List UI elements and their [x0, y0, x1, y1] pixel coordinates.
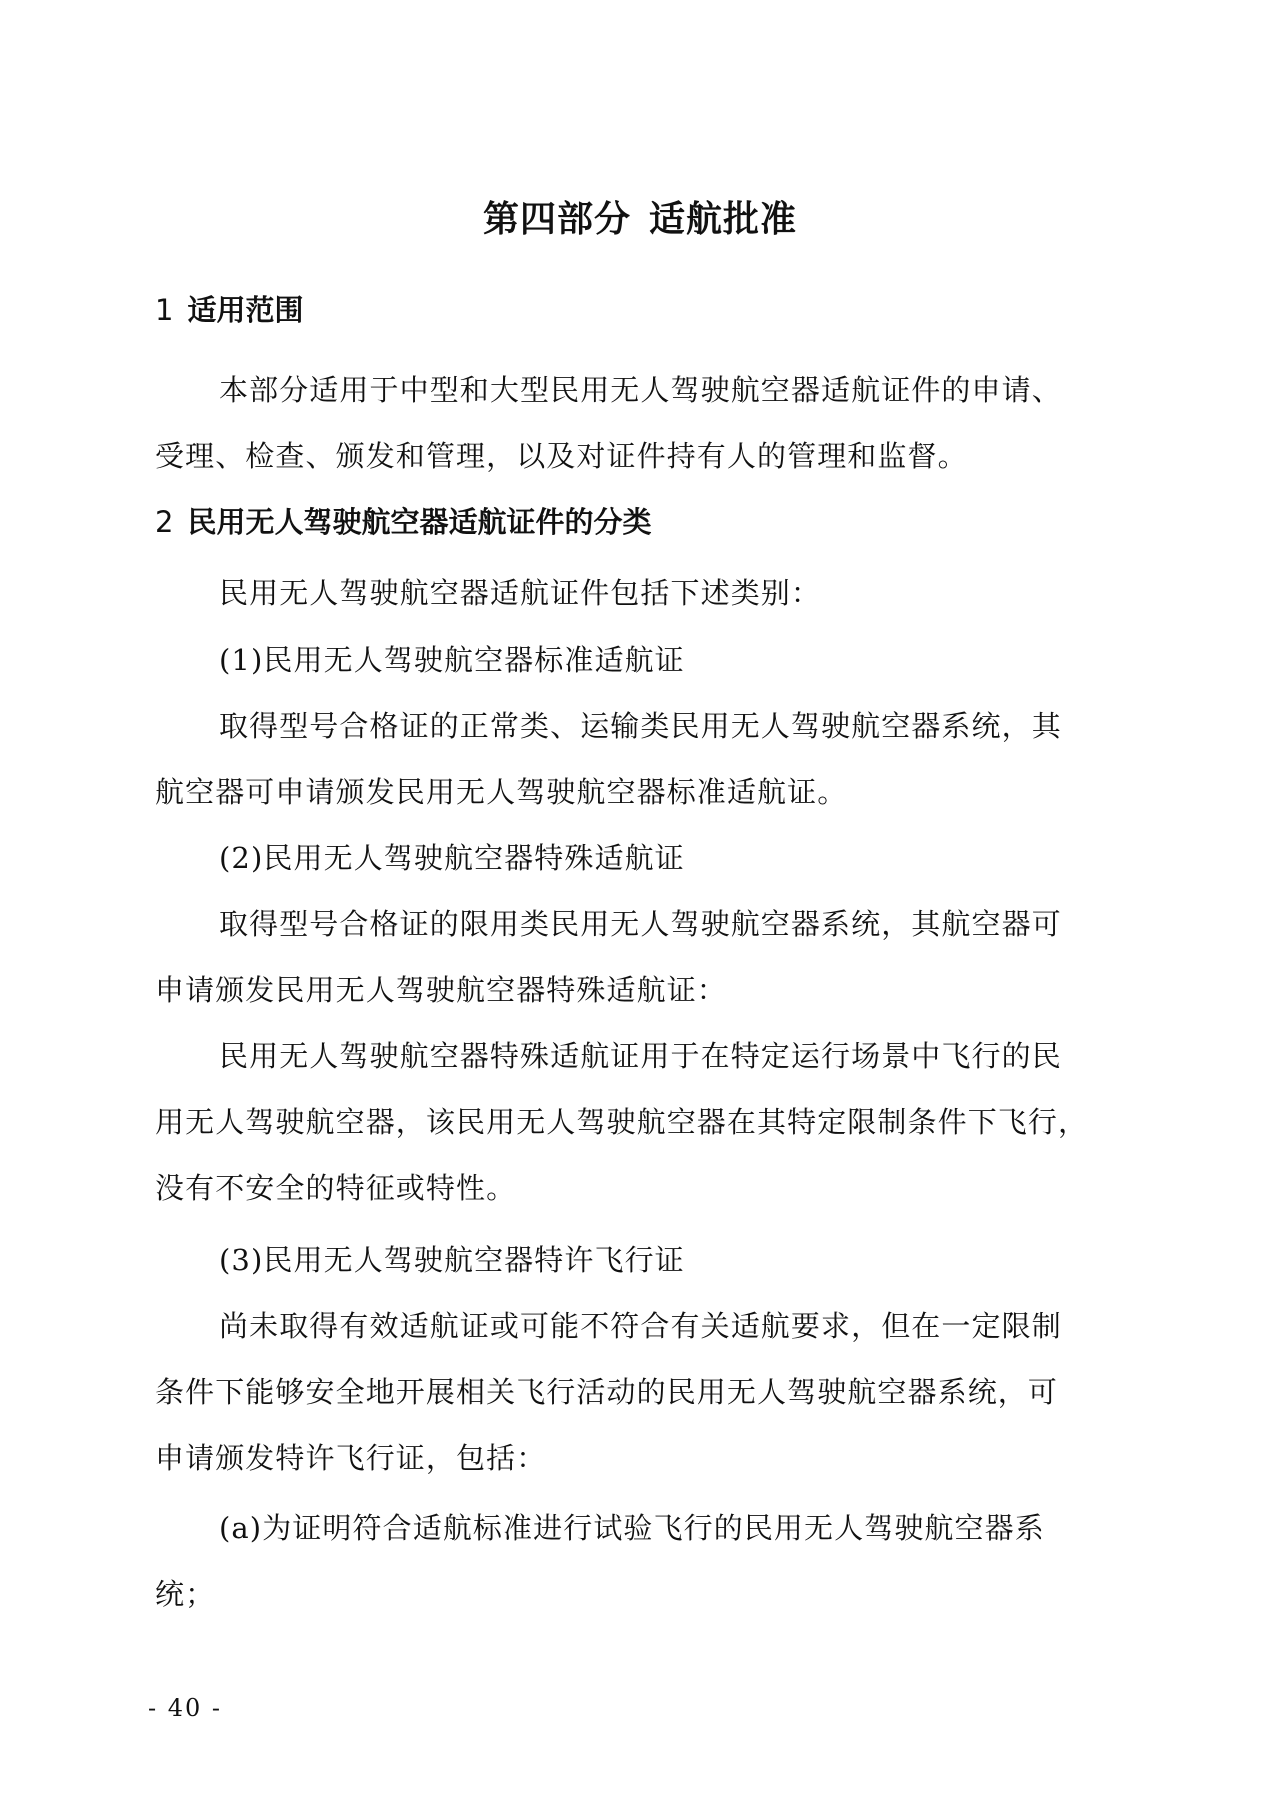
paragraph-line: 没有不安全的特征或特性。	[155, 1171, 517, 1205]
paragraph-line: 尚未取得有效适航证或可能不符合有关适航要求，但在一定限制	[219, 1309, 1062, 1343]
section-heading-1	[155, 290, 303, 330]
paragraph-line: 用无人驾驶航空器，该民用无人驾驶航空器在其特定限制条件下飞行，	[155, 1105, 1089, 1139]
section-number: 1	[155, 293, 174, 327]
section-heading-text: 民用无人驾驶航空器适航证件的分类	[187, 505, 652, 539]
paragraph-line: 航空器可申请颁发民用无人驾驶航空器标准适航证。	[155, 775, 848, 809]
paragraph-line: 条件下能够安全地开展相关飞行活动的民用无人驾驶航空器系统，可	[155, 1375, 1059, 1409]
paragraph-line: 申请颁发民用无人驾驶航空器特殊适航证：	[155, 973, 727, 1007]
title-part: 第四部分	[482, 199, 631, 240]
item-title: (3)民用无人驾驶航空器特许飞行证	[219, 1243, 685, 1277]
paragraph-line: 受理、检查、颁发和管理，以及对证件持有人的管理和监督。	[155, 439, 968, 473]
section-number: 2	[155, 505, 174, 539]
title-name: 适航批准	[649, 199, 798, 240]
paragraph-line: 取得型号合格证的限用类民用无人驾驶航空器系统，其航空器可	[219, 907, 1062, 941]
page-title	[0, 196, 1280, 244]
paragraph-line: 申请颁发特许飞行证，包括：	[155, 1441, 547, 1475]
paragraph-line: 本部分适用于中型和大型民用无人驾驶航空器适航证件的申请、	[219, 373, 1062, 407]
paragraph-line: 统；	[155, 1577, 216, 1611]
paragraph-line: 民用无人驾驶航空器特殊适航证用于在特定运行场景中飞行的民	[219, 1039, 1062, 1073]
page-number: - 40 -	[148, 1694, 223, 1722]
paragraph-line: 取得型号合格证的正常类、运输类民用无人驾驶航空器系统，其	[219, 709, 1062, 743]
section-heading-2	[155, 502, 651, 542]
paragraph-line: 民用无人驾驶航空器适航证件包括下述类别：	[219, 576, 822, 610]
paragraph-line: (a)为证明符合适航标准进行试验飞行的民用无人驾驶航空器系	[219, 1511, 1045, 1545]
item-title: (1)民用无人驾驶航空器标准适航证	[219, 643, 685, 677]
item-title: (2)民用无人驾驶航空器特殊适航证	[219, 841, 685, 875]
section-heading-text: 适用范围	[187, 293, 304, 327]
